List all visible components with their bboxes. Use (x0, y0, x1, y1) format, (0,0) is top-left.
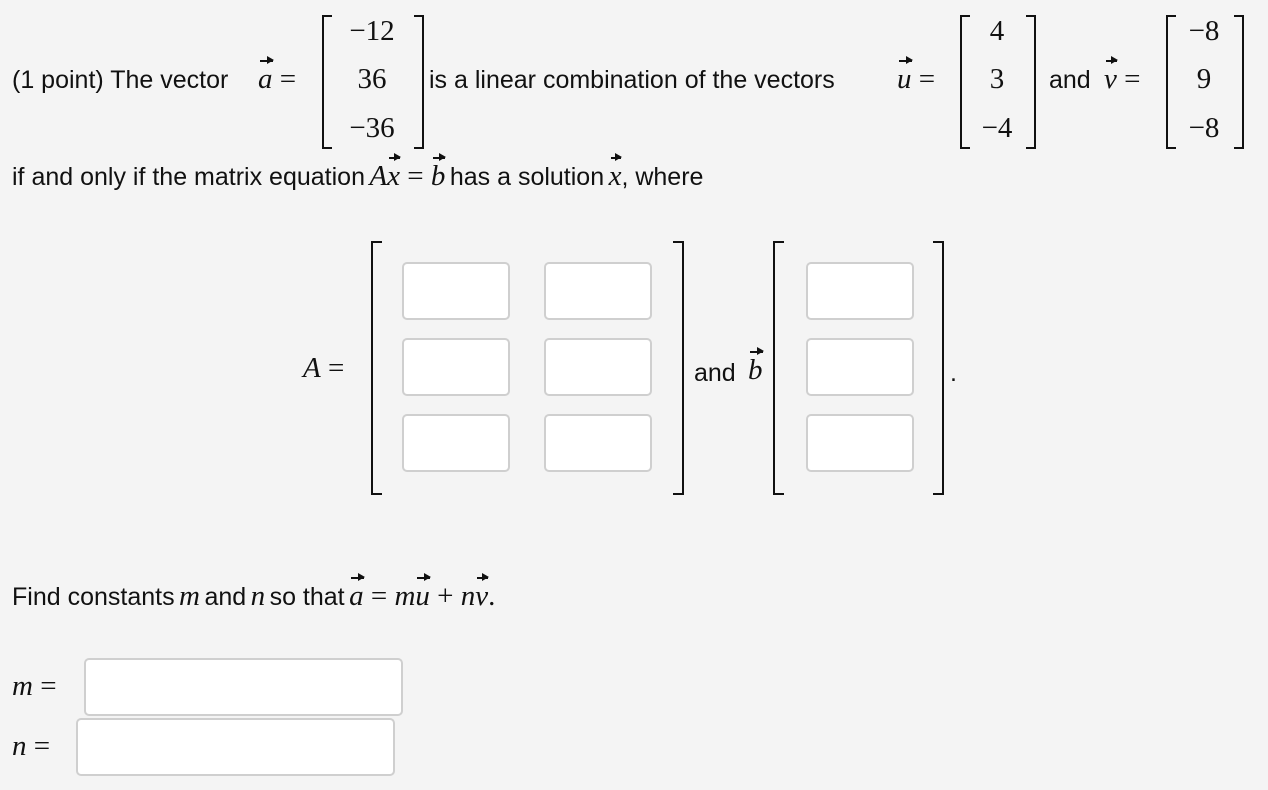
vector-u-right-bracket (1026, 15, 1036, 149)
vector-b-label: b (748, 354, 763, 386)
vector-v-right-bracket (1234, 15, 1244, 149)
matrix-a-label: A = (303, 352, 345, 384)
matrix-equation-sentence (12, 160, 703, 193)
intro-text: (1 point) The vector (12, 66, 229, 94)
vector-v-entry-1: −8 (1188, 15, 1220, 47)
combination-equation: a = mu + nv. (349, 580, 496, 612)
vector-u-entry-3: −4 (981, 112, 1013, 144)
find-constants-prefix: Find constants (12, 583, 175, 611)
vector-b-cell-1[interactable] (806, 262, 914, 320)
matrix-equation: Ax = b (369, 160, 446, 192)
line2-prefix: if and only if the matrix equation (12, 163, 365, 191)
n-label: n = (12, 730, 51, 762)
find-constants-and: and (204, 583, 247, 611)
and-b-text: and (694, 359, 736, 387)
vector-b-cell-3[interactable] (806, 414, 914, 472)
vector-a-entry-1: −12 (349, 15, 395, 47)
find-constants-so-that: so that (269, 583, 345, 611)
vector-a-right-bracket (414, 15, 424, 149)
m-input[interactable] (84, 658, 403, 716)
vector-u-entry-2: 3 (989, 63, 1005, 95)
vector-a-label: a = (258, 63, 297, 95)
and-text: and (1049, 66, 1091, 94)
n-input[interactable] (76, 718, 395, 776)
find-constants-sentence (12, 580, 495, 613)
matrix-a-right-bracket (673, 241, 684, 495)
matrix-a-cell-r3c2[interactable] (544, 414, 652, 472)
vector-u-label: u = (897, 63, 936, 95)
matrix-a-cell-r3c1[interactable] (402, 414, 510, 472)
matrix-a-cell-r1c1[interactable] (402, 262, 510, 320)
m-label: m = (12, 670, 57, 702)
linear-combination-text: is a linear combination of the vectors (429, 66, 835, 94)
matrix-a-cell-r2c2[interactable] (544, 338, 652, 396)
matrix-a-left-bracket (371, 241, 382, 495)
constant-n-symbol: n (250, 580, 266, 612)
vector-b-right-bracket (933, 241, 944, 495)
vector-a-entry-3: −36 (349, 112, 395, 144)
period: . (950, 359, 957, 387)
constant-m-symbol: m (179, 580, 200, 612)
vector-b-left-bracket (773, 241, 784, 495)
vector-v-entry-2: 9 (1196, 63, 1212, 95)
matrix-a-cell-r1c2[interactable] (544, 262, 652, 320)
matrix-a-cell-r2c1[interactable] (402, 338, 510, 396)
vector-v-label: v = (1104, 63, 1141, 95)
vector-v-entry-3: −8 (1188, 112, 1220, 144)
solution-x: x (608, 160, 622, 192)
vector-u-entry-1: 4 (989, 15, 1005, 47)
vector-b-cell-2[interactable] (806, 338, 914, 396)
vector-a-entry-2: 36 (357, 63, 387, 95)
line2-suffix: , where (621, 163, 704, 191)
line2-middle: has a solution (449, 163, 605, 191)
